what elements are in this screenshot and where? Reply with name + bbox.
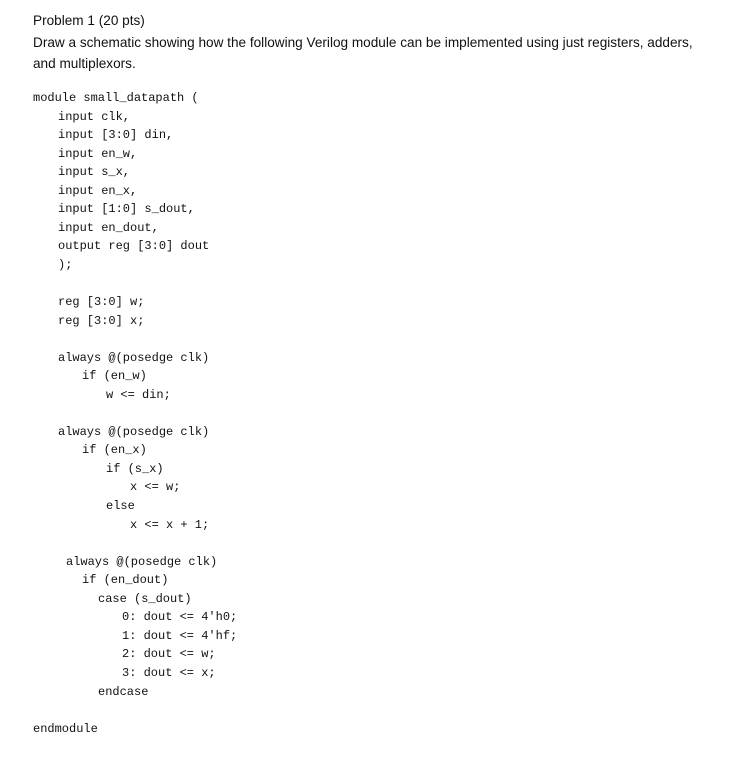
blank-line bbox=[33, 534, 237, 553]
code-line: input [3:0] din, bbox=[58, 128, 174, 143]
code-line: case (s_dout) bbox=[98, 591, 192, 606]
code-line: reg [3:0] w; bbox=[58, 295, 145, 310]
code-line: input en_w, bbox=[58, 146, 138, 161]
code-line: input clk, bbox=[58, 109, 131, 124]
code-line: 0: dout <= 4'h0; bbox=[122, 610, 238, 625]
code-line: 1: dout <= 4'hf; bbox=[122, 628, 238, 643]
code-line: endcase bbox=[98, 684, 149, 699]
code-line: reg [3:0] x; bbox=[58, 313, 145, 328]
code-line: input en_dout, bbox=[58, 220, 159, 235]
code-line: 2: dout <= w; bbox=[122, 647, 216, 662]
code-line: if (en_w) bbox=[82, 369, 147, 384]
code-line: always @(posedge clk) bbox=[58, 350, 210, 365]
problem-prompt-line-1: Draw a schematic showing how the following Verilog module can be implemented using just registers, adders, bbox=[33, 34, 693, 50]
code-line: w <= din; bbox=[106, 387, 171, 402]
code-line: always @(posedge clk) bbox=[66, 554, 218, 569]
code-line: input en_x, bbox=[58, 183, 138, 198]
code-line: if (s_x) bbox=[106, 461, 164, 476]
code-line: else bbox=[106, 499, 135, 514]
problem-statement bbox=[33, 10, 723, 75]
blank-line bbox=[33, 274, 237, 293]
code-line: input s_x, bbox=[58, 165, 131, 180]
blank-line bbox=[33, 404, 237, 423]
verilog-code bbox=[33, 89, 237, 738]
code-line: x <= w; bbox=[130, 480, 181, 495]
code-line: ); bbox=[58, 257, 73, 272]
code-line: if (en_dout) bbox=[82, 573, 169, 588]
code-line: if (en_x) bbox=[82, 443, 147, 458]
code-line: x <= x + 1; bbox=[130, 517, 210, 532]
code-line: always @(posedge clk) bbox=[58, 424, 210, 439]
code-line: output reg [3:0] dout bbox=[58, 239, 210, 254]
code-line: 3: dout <= x; bbox=[122, 665, 216, 680]
blank-line bbox=[33, 701, 237, 720]
code-line: endmodule bbox=[33, 721, 98, 736]
code-line: input [1:0] s_dout, bbox=[58, 202, 195, 217]
blank-line bbox=[33, 330, 237, 349]
code-line: module small_datapath ( bbox=[33, 91, 199, 105]
problem-prompt-line-2: and multiplexors. bbox=[33, 56, 136, 71]
problem-title: Problem 1 (20 pts) bbox=[33, 13, 145, 28]
